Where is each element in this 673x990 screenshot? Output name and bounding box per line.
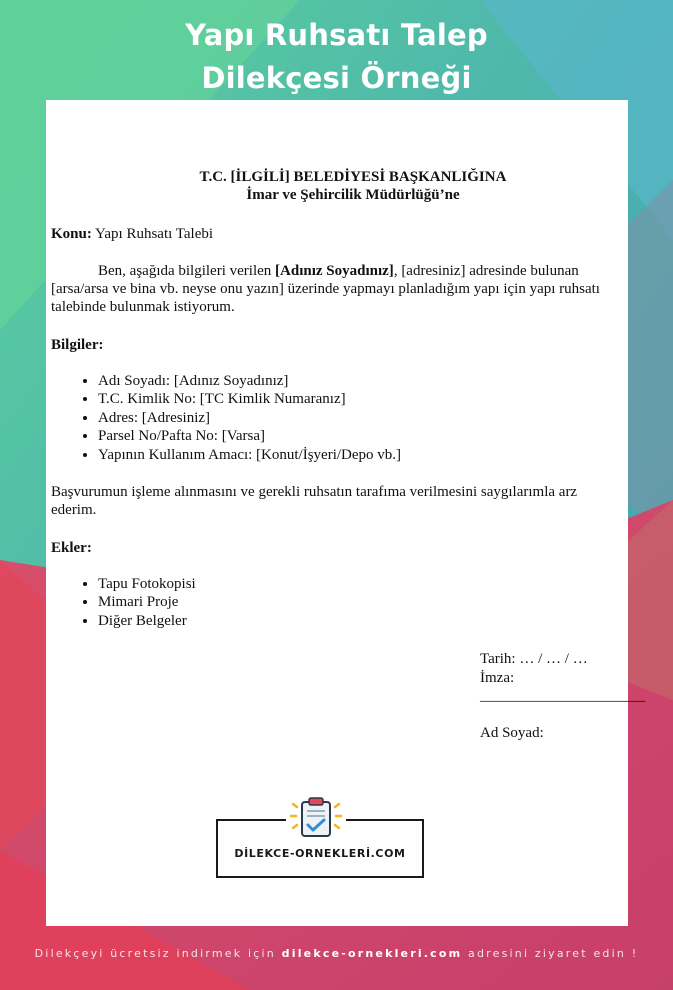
footer-site-link[interactable]: dilekce-ornekleri.com xyxy=(281,947,463,960)
body-line-1-name: [Adınız Soyadınız] xyxy=(275,263,394,279)
info-item-name: • Adı Soyadı: [Adınız Soyadınız] xyxy=(98,372,401,390)
attachment-item: • Diğer Belgeler xyxy=(98,612,196,630)
headline-line-2: Dilekçesi Örneği xyxy=(201,61,472,95)
date-line: Tarih: … / … / … xyxy=(480,651,588,667)
info-heading: Bilgiler: xyxy=(51,337,104,353)
subject-value: Yapı Ruhsatı Talebi xyxy=(91,226,214,242)
document-sheet xyxy=(46,100,645,926)
attachments-heading: Ekler: xyxy=(51,540,92,556)
footer-note xyxy=(0,947,673,960)
body-line-3: talebinde bulunmak istiyorum. xyxy=(51,299,235,315)
addressee xyxy=(51,168,655,204)
logo-text: DİLEKCE-ORNEKLERİ.COM xyxy=(234,847,406,860)
signature-line: ______________________ xyxy=(480,688,645,704)
addressee-line-2: İmar ve Şehircilik Müdürlüğü’ne xyxy=(246,187,460,203)
closing-line-1: Başvurumun işleme alınmasını ve gerekli ruhsatın tarafıma verilmesini saygılarımla arz xyxy=(51,484,578,500)
addressee-line-1: T.C. [İLGİLİ] BELEDİYESİ BAŞKANLIĞINA xyxy=(199,169,507,185)
signature-label: İmza: xyxy=(480,670,515,686)
headline-line-1: Yapı Ruhsatı Talep xyxy=(185,18,488,52)
attachment-item: • Mimari Proje xyxy=(98,593,196,611)
body-line-1 xyxy=(98,262,579,280)
subject-label: Konu: xyxy=(51,226,92,242)
info-item-usage: • Yapının Kullanım Amacı: [Konut/İşyeri/Depo vb.] xyxy=(98,446,401,464)
info-item-address: • Adres: [Adresiniz] xyxy=(98,409,401,427)
attachment-item: • Tapu Fotokopisi xyxy=(98,575,196,593)
info-item-parcel: • Parsel No/Pafta No: [Varsa] xyxy=(98,427,401,445)
footer-text-before: Dilekçeyi ücretsiz indirmek için xyxy=(34,947,282,960)
body-line-1-b: , [adresiniz] adresinde bulunan xyxy=(393,263,579,279)
name-label: Ad Soyad: xyxy=(480,725,544,741)
body-line-2: [arsa/arsa ve bina vb. neyse onu yazın] üzerinde yapmayı planladığım yapı için yapı ruhsatı xyxy=(51,281,600,297)
headline xyxy=(0,14,673,100)
clipboard-check-icon xyxy=(286,796,346,842)
body-line-1-a: Ben, aşağıda bilgileri verilen xyxy=(98,263,276,279)
info-list xyxy=(51,372,401,464)
subject-line xyxy=(51,225,213,243)
closing-line-2: ederim. xyxy=(51,502,97,518)
footer-text-after: adresini ziyaret edin ! xyxy=(462,947,639,960)
info-item-tc: • T.C. Kimlik No: [TC Kimlik Numaranız] xyxy=(98,390,401,408)
attachments-list xyxy=(51,575,196,630)
